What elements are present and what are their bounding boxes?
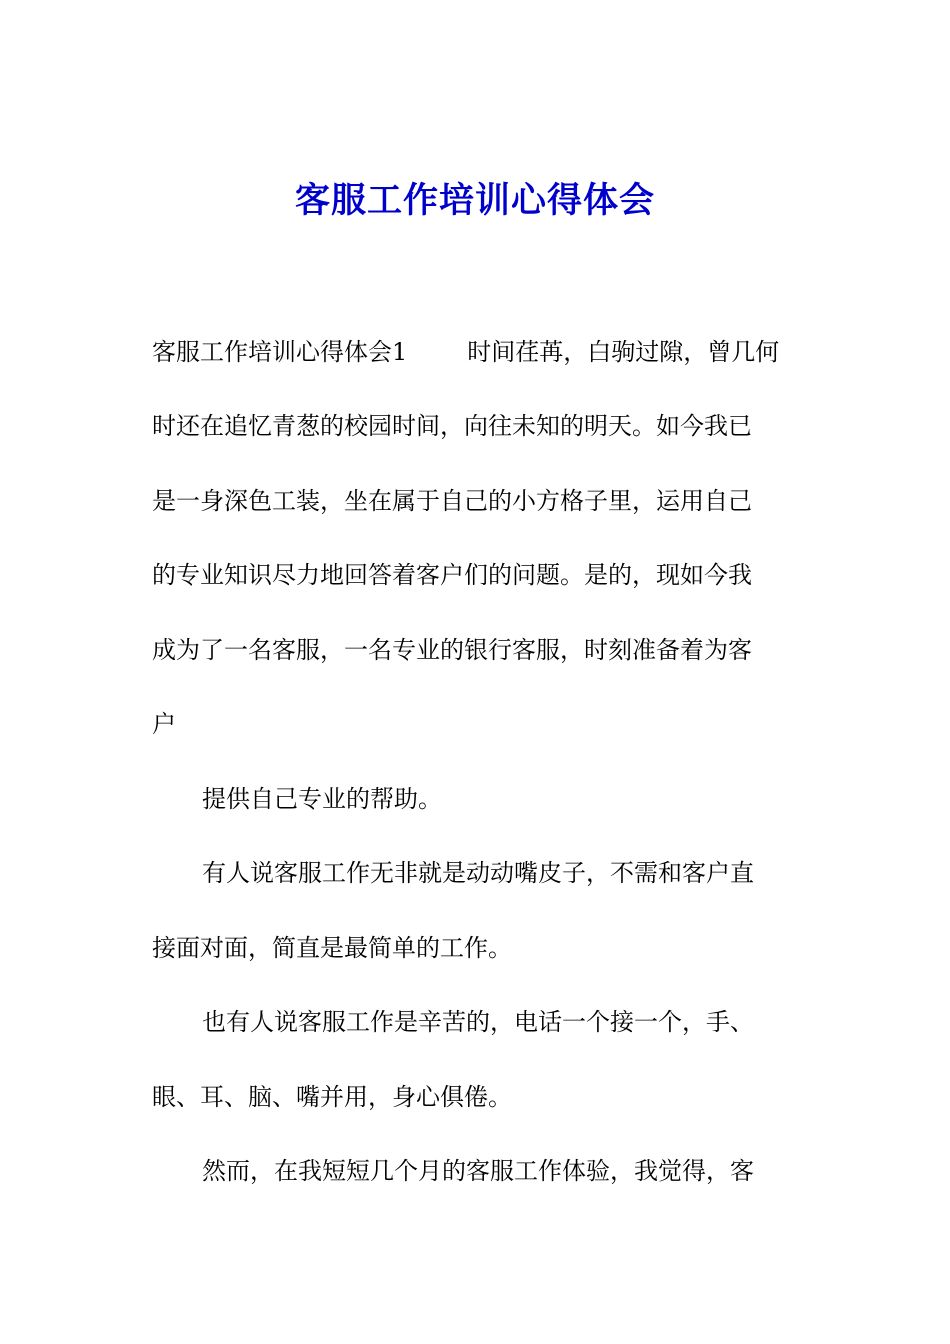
section-heading: 客服工作培训心得体会1 (152, 338, 408, 366)
paragraph-line-3: 是一身深色工装，坐在属于自己的小方格子里，运用自己 (152, 487, 752, 515)
document-title: 客服工作培训心得体会 (294, 180, 655, 221)
paragraph-line-11: 眼、耳、脑、嘴并用，身心俱倦。 (152, 1083, 512, 1111)
paragraph-line-2: 时还在追忆青葱的校园时间，向往未知的明天。如今我已 (152, 412, 752, 440)
paragraph-line-4: 的专业知识尽力地回答着客户们的问题。是的，现如今我 (152, 561, 752, 589)
paragraph-line-9: 接面对面，简直是最简单的工作。 (152, 934, 512, 962)
paragraph-line-6: 户 (152, 710, 176, 738)
paragraph-line-1 (152, 335, 779, 369)
paragraph-line-10: 也有人说客服工作是辛苦的，电话一个接一个，手、 (202, 1008, 754, 1036)
paragraph-line-5: 成为了一名客服，一名专业的银行客服，时刻准备着为客 (152, 636, 752, 664)
paragraph-line-12: 然而，在我短短几个月的客服工作体验，我觉得，客 (202, 1157, 754, 1185)
paragraph-line-7: 提供自己专业的帮助。 (202, 785, 442, 813)
paragraph-text: 时间荏苒，白驹过隙，曾几何 (467, 338, 780, 366)
paragraph-line-8: 有人说客服工作无非就是动动嘴皮子，不需和客户直 (202, 859, 754, 887)
